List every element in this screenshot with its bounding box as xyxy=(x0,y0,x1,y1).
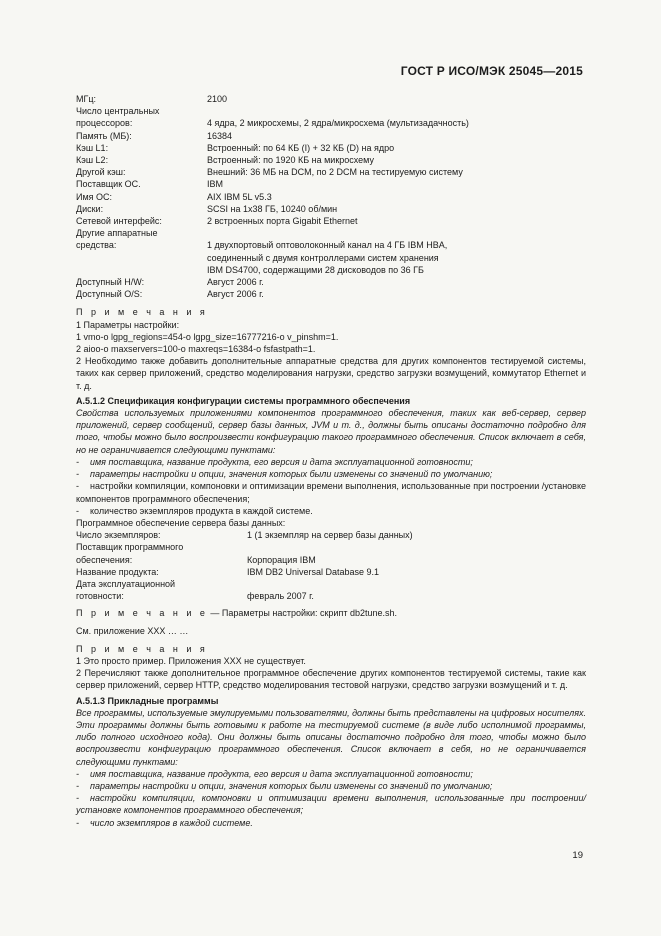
spec-value: Встроенный: по 1920 КБ на микросхему xyxy=(207,155,374,166)
list-item: - имя поставщика, название продукта, его версия и дата эксплуатационной готовности; xyxy=(76,768,473,779)
spec-row xyxy=(76,264,586,276)
spec-key xyxy=(76,264,207,276)
note-single xyxy=(76,607,586,619)
section-title: А.5.1.3 Прикладные программы xyxy=(76,695,219,706)
note-line: 1 Это просто пример. Приложения ХХХ не существует. xyxy=(76,655,306,666)
spec-key: Доступный H/W: xyxy=(76,277,145,288)
note-line: 1 vmo-o lgpg_regions=454-o lgpg_size=16777216-o v_pinshm=1. xyxy=(76,331,339,342)
spec-row xyxy=(76,288,586,300)
spec-row xyxy=(76,117,586,129)
spec-value: 1 двухпортовый оптоволоконный канал на 4 ГБ IBM HBA, xyxy=(207,240,448,251)
spec-row xyxy=(76,529,586,541)
spec-row xyxy=(76,93,586,105)
spec-key: Другой кэш: xyxy=(76,167,126,178)
note-text: — Параметры настройки: скрипт db2tune.sh. xyxy=(207,608,397,619)
spec-row xyxy=(76,252,586,264)
section-intro: Свойства используемых приложениями компонентов программного обеспечения, таких как веб-сервер, сервер приложений, сервер сообщений, сервер базы данных, JVM и т. д., должны быть описаны достаточно подробно для того, чтобы можно было воспроизвести конфигурацию такого программного обеспечения. Список включает в себя, но не ограничивается следующими пунктами: xyxy=(76,408,586,455)
spec-value: 2 встроенных порта Gigabit Ethernet xyxy=(207,216,358,227)
spec-key: Кэш L1: xyxy=(76,142,109,153)
spec-row xyxy=(76,239,586,251)
spec-value: Корпорация IBM xyxy=(247,554,316,565)
list-item-text: имя поставщика, название продукта, его версия и дата эксплуатационной готовности; xyxy=(90,456,473,467)
page-content xyxy=(76,93,586,829)
spec-key: обеспечения: xyxy=(76,554,133,565)
spec-value: IBM xyxy=(207,179,224,190)
note-line: 1 Параметры настройки: xyxy=(76,319,180,330)
spec-key: Дата эксплуатационной xyxy=(76,578,176,589)
list-item-text: параметры настройки и опции, значения которых были изменены со значений по умолчанию; xyxy=(90,469,493,480)
spec-value: 4 ядра, 2 микросхемы, 2 ядра/микросхема (мультизадачность) xyxy=(207,118,469,129)
spec-row xyxy=(76,578,586,590)
spec-row xyxy=(76,166,586,178)
spec-row xyxy=(76,203,586,215)
spec-key: Число экземпляров: xyxy=(76,530,161,541)
spec-row xyxy=(76,130,586,142)
list-item-text: настройки компиляции, компоновки и оптимизации времени выполнения, использованные при построении /установке компонентов программного обеспечения; xyxy=(76,481,586,504)
note-line: 2 aioo-o maxservers=100-o maxreqs=16384-o fsfastpath=1. xyxy=(76,344,316,355)
list-item: - параметры настройки и опции, значения которых были изменены со значений по умолчанию; xyxy=(76,780,493,791)
list-item: - количество экземпляров продукта в каждой системе. xyxy=(76,505,313,516)
spec-value: IBM DS4700, содержащими 28 дисководов по 36 ГБ xyxy=(207,264,424,275)
spec-key: средства: xyxy=(76,240,117,251)
spec-key: Поставщик ОС. xyxy=(76,179,141,190)
notes-heading: П р и м е ч а н и я xyxy=(76,307,208,318)
spec-row xyxy=(76,276,586,288)
spec-value: 16384 xyxy=(207,130,233,141)
list-item: - имя поставщика, название продукта, его версия и дата эксплуатационной готовности; xyxy=(76,456,473,467)
list-item-text: имя поставщика, название продукта, его версия и дата эксплуатационной готовности; xyxy=(90,768,473,779)
note-line xyxy=(76,355,586,392)
spec-key: Сетевой интерфейс: xyxy=(76,216,162,227)
spec-value: SCSI на 1x38 ГБ, 10240 об/мин xyxy=(207,203,338,214)
spec-key: Число центральных xyxy=(76,106,160,117)
spec-value: Встроенный: по 64 КБ (I) + 32 КБ (D) на ядро xyxy=(207,142,395,153)
spec-key: готовности: xyxy=(76,591,124,602)
db-spec-table xyxy=(76,529,586,602)
spec-value: 1 (1 экземпляр на сервер базы данных) xyxy=(247,530,413,541)
section-title: А.5.1.2 Спецификация конфигурации системы программного обеспечения xyxy=(76,395,411,406)
spec-value xyxy=(207,105,586,117)
spec-value: IBM DB2 Universal Database 9.1 xyxy=(247,566,380,577)
spec-row xyxy=(76,554,586,566)
spec-value: Август 2006 г. xyxy=(207,277,264,288)
spec-value xyxy=(247,541,586,553)
spec-key: Название продукта: xyxy=(76,566,159,577)
spec-value: Август 2006 г. xyxy=(207,289,264,300)
spec-value: соединенный с двумя контроллерами систем хранения xyxy=(207,252,439,263)
spec-row xyxy=(76,154,586,166)
spec-key: Память (МБ): xyxy=(76,130,132,141)
spec-row xyxy=(76,142,586,154)
list-item-text: параметры настройки и опции, значения которых были изменены со значений по умолчанию; xyxy=(90,780,493,791)
spec-value: февраль 2007 г. xyxy=(247,591,314,602)
hardware-spec-table xyxy=(76,93,586,300)
list-item-text: количество экземпляров продукта в каждой системе. xyxy=(90,505,313,516)
list-item: - настройки компиляции, компоновки и оптимизации времени выполнения, использованные при построении /установке компонентов программного обеспечения; xyxy=(76,481,586,504)
note-text: 2 Необходимо также добавить дополнительные аппаратные средства для других компонентов тестируемой системы, таких как сервер приложений, средство моделирования нагрузки, средство загрузки возмущений, коммутатор Ethernet и т. д. xyxy=(76,356,586,391)
spec-row xyxy=(76,227,586,239)
list-item: - параметры настройки и опции, значения которых были изменены со значений по умолчанию; xyxy=(76,469,493,480)
list-item-text: число экземпляров в каждой системе. xyxy=(90,817,253,828)
spec-row xyxy=(76,590,586,602)
see-reference: См. приложение ХХХ … … xyxy=(76,625,189,636)
spec-key: Кэш L2: xyxy=(76,155,109,166)
spec-row xyxy=(76,105,586,117)
spec-value xyxy=(207,227,586,239)
section-intro: Все программы, используемые эмулируемыми пользователями, должны быть представлены на цифровых носителях. Эти программы должны быть готовыми к работе на тестируемой системе (в виде либо исполнимой программы, либо полного исходного кода). Они должны быть описаны достаточно подробно для того, чтобы можно было воспроизвести конфигурацию программного обеспечения. Список включает в себя, но не ограничивается следующими пунктами: xyxy=(76,707,586,767)
spec-row xyxy=(76,566,586,578)
spec-key: Диски: xyxy=(76,203,104,214)
spec-value: Внешний: 36 МБ на DCM, по 2 DCM на тестируемую систему xyxy=(207,167,463,178)
db-title: Программное обеспечение сервера базы данных: xyxy=(76,517,286,528)
note-label: П р и м е ч а н и е xyxy=(76,608,208,619)
note-line: 2 Перечисляют также дополнительное программное обеспечение других компонентов тестируемой системы, такие как сервер приложений, сервер HTTP, средство моделирования тестовой нагрузки, средство загрузки возмущений и т. д. xyxy=(76,668,586,691)
notes-heading: П р и м е ч а н и я xyxy=(76,643,208,654)
spec-key: МГц: xyxy=(76,94,97,104)
spec-key: Другие аппаратные xyxy=(76,228,158,239)
spec-key: Поставщик программного xyxy=(76,542,184,553)
spec-row xyxy=(76,541,586,553)
spec-value: 2100 xyxy=(207,94,228,104)
standard-header: ГОСТ Р ИСО/МЭК 25045—2015 xyxy=(400,64,583,78)
spec-key: процессоров: xyxy=(76,118,133,129)
list-item: - число экземпляров в каждой системе. xyxy=(76,817,253,828)
spec-row xyxy=(76,215,586,227)
spec-row xyxy=(76,191,586,203)
list-item: - настройки компиляции, компоновки и оптимизации времени выполнения, использованные при построении/установке компонентов программного обеспечения; xyxy=(76,793,586,816)
spec-key: Имя ОС: xyxy=(76,191,113,202)
spec-value xyxy=(247,578,586,590)
spec-key: Доступный O/S: xyxy=(76,289,143,300)
spec-row xyxy=(76,178,586,190)
spec-value: AIX IBM 5L v5.3 xyxy=(207,191,272,202)
list-item-text: настройки компиляции, компоновки и оптимизации времени выполнения, использованные при построении/установке компонентов программного обеспечения; xyxy=(76,793,586,816)
page-number: 19 xyxy=(572,850,583,861)
spec-key xyxy=(76,252,207,264)
